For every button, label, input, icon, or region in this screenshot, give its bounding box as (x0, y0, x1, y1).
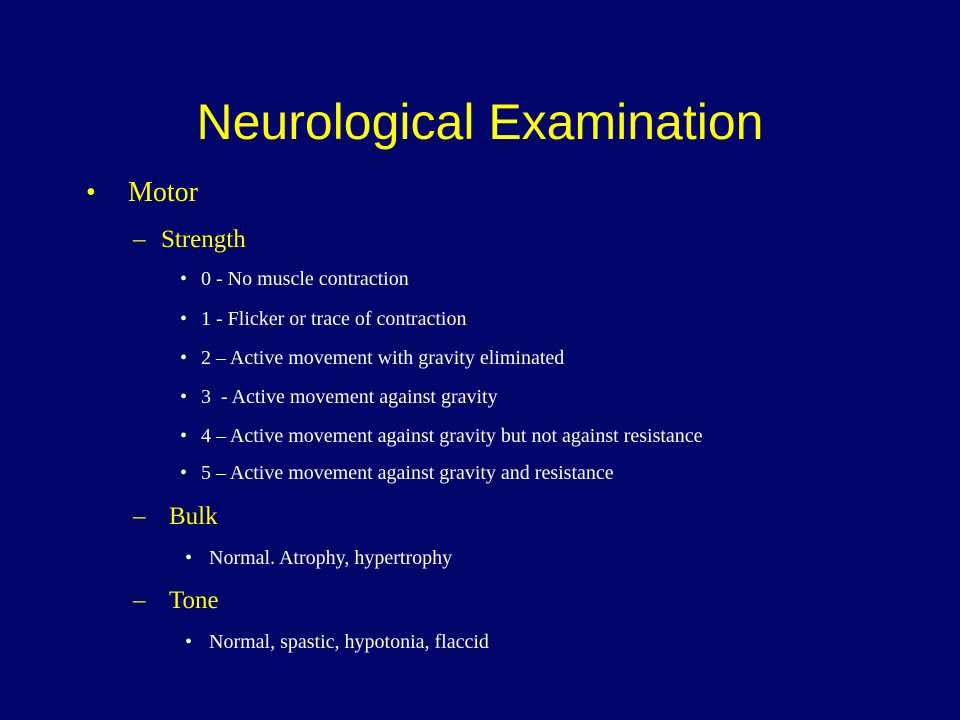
strength-item-0: 0 - No muscle contraction (201, 268, 409, 290)
strength-heading: Strength (161, 226, 246, 253)
tone-heading: Tone (169, 587, 219, 614)
strength-item-3: 3 - Active movement against gravity (201, 386, 498, 408)
strength-item-5: 5 – Active movement against gravity and resistance (201, 462, 614, 484)
bullet-icon: • (180, 268, 188, 290)
bulk-item-0: Normal. Atrophy, hypertrophy (209, 547, 453, 569)
strength-item-4: 4 – Active movement against gravity but not against resistance (201, 425, 703, 447)
dash-icon: – (133, 226, 146, 253)
bulk-heading: Bulk (169, 503, 218, 530)
bullet-icon: • (180, 347, 188, 369)
bullet-icon: • (180, 308, 188, 330)
dash-icon: – (133, 587, 146, 614)
bullet-icon: • (180, 386, 188, 408)
slide-title: Neurological Examination (196, 94, 764, 150)
strength-item-1: 1 - Flicker or trace of contraction (201, 308, 467, 330)
bullet-icon: • (86, 177, 96, 208)
motor-heading: Motor (128, 177, 198, 208)
tone-item-0: Normal, spastic, hypotonia, flaccid (209, 631, 489, 653)
bullet-icon: • (185, 631, 193, 653)
dash-icon: – (133, 503, 146, 530)
strength-item-2: 2 – Active movement with gravity eliminated (201, 347, 565, 369)
bullet-icon: • (180, 462, 188, 484)
bullet-icon: • (180, 425, 188, 447)
bullet-icon: • (185, 547, 193, 569)
